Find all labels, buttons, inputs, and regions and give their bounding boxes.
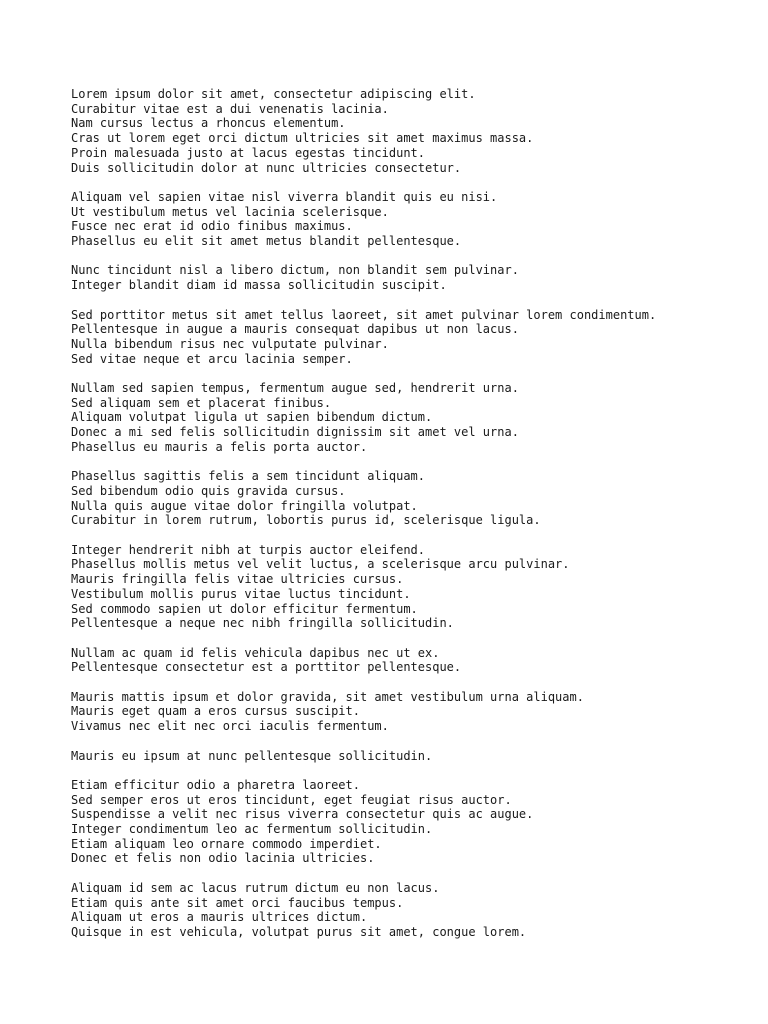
text-line: Phasellus eu mauris a felis porta auctor. bbox=[71, 439, 368, 454]
text-line: Pellentesque in augue a mauris consequat dapibus ut non lacus. bbox=[71, 322, 519, 337]
paragraph bbox=[71, 308, 748, 367]
text-line: Aliquam ut eros a mauris ultrices dictum. bbox=[71, 910, 368, 925]
text-line: Phasellus sagittis felis a sem tincidunt aliquam. bbox=[71, 469, 426, 484]
text-line: Integer hendrerit nibh at turpis auctor eleifend. bbox=[71, 542, 426, 557]
paragraph bbox=[71, 543, 748, 631]
text-line: Fusce nec erat id odio finibus maximus. bbox=[71, 219, 353, 234]
text-line: Pellentesque a neque nec nibh fringilla sollicitudin. bbox=[71, 616, 454, 631]
paragraph bbox=[71, 381, 748, 455]
text-line: Sed aliquam sem et placerat finibus. bbox=[71, 395, 332, 410]
text-line: Lorem ipsum dolor sit amet, consectetur adipiscing elit. bbox=[71, 87, 476, 101]
text-line: Mauris eu ipsum at nunc pellentesque sollicitudin. bbox=[71, 748, 433, 763]
text-line: Sed commodo sapien ut dolor efficitur fermentum. bbox=[71, 601, 418, 616]
text-line: Sed vitae neque et arcu lacinia semper. bbox=[71, 351, 353, 366]
paragraph bbox=[71, 263, 748, 292]
text-line: Duis sollicitudin dolor at nunc ultricies consectetur. bbox=[71, 160, 462, 175]
text-line: Phasellus mollis metus vel velit luctus, a scelerisque arcu pulvinar. bbox=[71, 557, 570, 572]
text-line: Nullam sed sapien tempus, fermentum augue sed, hendrerit urna. bbox=[71, 381, 519, 395]
text-line: Vestibulum mollis purus vitae luctus tincidunt. bbox=[71, 586, 411, 601]
text-line: Nullam ac quam id felis vehicula dapibus nec ut ex. bbox=[71, 645, 440, 660]
text-line: Mauris fringilla felis vitae ultricies cursus. bbox=[71, 572, 404, 587]
text-line: Curabitur vitae est a dui venenatis lacinia. bbox=[71, 101, 389, 116]
text-line: Pellentesque consectetur est a porttitor pellentesque. bbox=[71, 660, 462, 675]
text-line: Curabitur in lorem rutrum, lobortis purus id, scelerisque ligula. bbox=[71, 513, 541, 528]
text-line: Integer blandit diam id massa sollicitudin suscipit. bbox=[71, 278, 447, 293]
text-line: Integer condimentum leo ac fermentum sollicitudin. bbox=[71, 822, 433, 836]
text-line: Mauris mattis ipsum et dolor gravida, sit amet vestibulum urna aliquam. bbox=[71, 689, 584, 704]
paragraph bbox=[71, 469, 748, 528]
paragraph bbox=[71, 190, 748, 249]
document-body bbox=[71, 87, 748, 954]
paragraph bbox=[71, 646, 748, 675]
text-line: Aliquam id sem ac lacus rutrum dictum eu non lacus. bbox=[71, 880, 440, 895]
text-line: Nunc tincidunt nisl a libero dictum, non blandit sem pulvinar. bbox=[71, 263, 519, 278]
text-line: Vivamus nec elit nec orci iaculis fermentum. bbox=[71, 719, 389, 734]
text-line: Proin malesuada justo at lacus egestas tincidunt. bbox=[71, 145, 426, 160]
text-line: Aliquam volutpat ligula ut sapien bibendum dictum. bbox=[71, 410, 433, 425]
text-line: Sed bibendum odio quis gravida cursus. bbox=[71, 483, 346, 498]
text-line: Donec et felis non odio lacinia ultricies. bbox=[71, 851, 375, 866]
text-line: Nulla bibendum risus nec vulputate pulvinar. bbox=[71, 336, 389, 351]
paragraph bbox=[71, 749, 748, 764]
text-line: Ut vestibulum metus vel lacinia scelerisque. bbox=[71, 204, 389, 219]
text-line: Mauris eget quam a eros cursus suscipit. bbox=[71, 704, 360, 719]
paragraph bbox=[71, 778, 748, 866]
text-line: Donec a mi sed felis sollicitudin dignissim sit amet vel urna. bbox=[71, 425, 519, 440]
text-line: Phasellus eu elit sit amet metus blandit pellentesque. bbox=[71, 234, 462, 249]
text-line: Nam cursus lectus a rhoncus elementum. bbox=[71, 116, 346, 131]
text-line: Suspendisse a velit nec risus viverra consectetur quis ac augue. bbox=[71, 807, 534, 822]
text-line: Etiam quis ante sit amet orci faucibus tempus. bbox=[71, 895, 404, 910]
text-line: Quisque in est vehicula, volutpat purus sit amet, congue lorem. bbox=[71, 924, 527, 939]
paragraph bbox=[71, 87, 748, 175]
text-line: Nulla quis augue vitae dolor fringilla volutpat. bbox=[71, 498, 418, 513]
text-line: Etiam aliquam leo ornare commodo imperdiet. bbox=[71, 836, 382, 851]
text-line: Sed porttitor metus sit amet tellus laoreet, sit amet pulvinar lorem condimentum. bbox=[71, 307, 657, 322]
text-line: Etiam efficitur odio a pharetra laoreet. bbox=[71, 777, 360, 792]
text-line: Cras ut lorem eget orci dictum ultricies sit amet maximus massa. bbox=[71, 131, 534, 146]
text-line: Aliquam vel sapien vitae nisl viverra blandit quis eu nisi. bbox=[71, 189, 498, 204]
text-line: Sed semper eros ut eros tincidunt, eget feugiat risus auctor. bbox=[71, 792, 512, 807]
paragraph bbox=[71, 881, 748, 940]
paragraph bbox=[71, 690, 748, 734]
